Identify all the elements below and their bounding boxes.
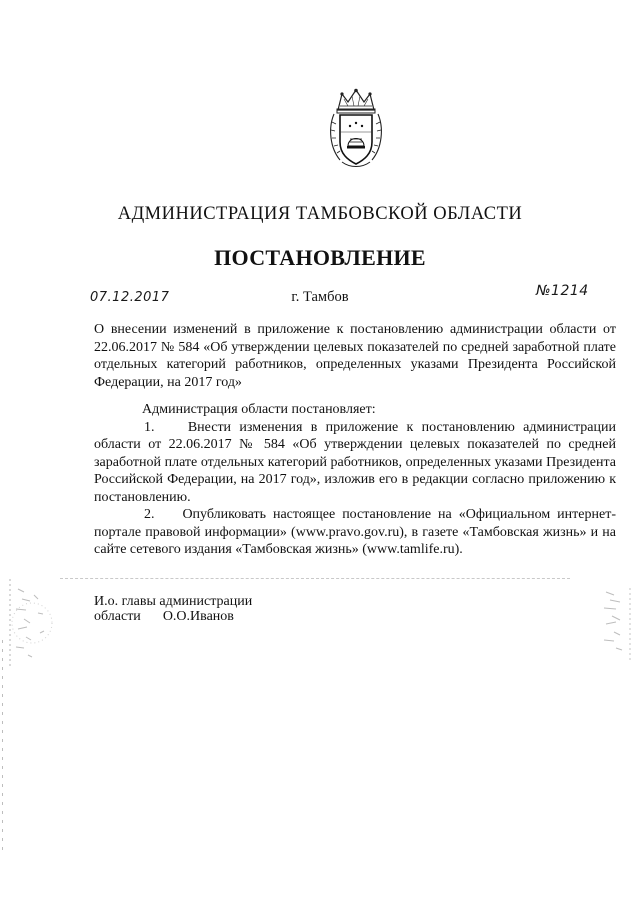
- signer-region: области: [94, 609, 141, 624]
- scan-edge-artifact: [2, 640, 3, 850]
- handwritten-number: №1214: [536, 283, 589, 299]
- signature-block: [94, 594, 252, 624]
- body-item-1: 1. Внести изменения в приложение к постановлению администрации области от 22.06.2017 № 584 «Об утверждении целевых показателей по средней заработной плате отдельных категорий работников, определенных указами Президента Российской Федерации, на 2017 год», изложив его в редакции согласно приложению к постановлению.: [94, 419, 616, 505]
- signer-position: И.о. главы администрации: [94, 594, 253, 609]
- signer-position-line2-row: [94, 609, 252, 624]
- handwritten-date: 07.12.2017: [90, 290, 170, 305]
- document-body: [94, 401, 616, 559]
- faded-stamp-left: [4, 575, 60, 670]
- body-item-2: 2. Опубликовать настоящее постановление на «Официальном интернет-портале правовой информации» (www.pravo.gov.ru), в газете «Тамбовская жизнь» и на сайте сетевого издания «Тамбовская жизнь» (www.tamlife.ru).: [94, 507, 616, 557]
- signer-name: О.О.Иванов: [162, 609, 234, 624]
- organization-title: АДМИНИСТРАЦИЯ ТАМБОВСКОЙ ОБЛАСТИ: [117, 204, 523, 224]
- scan-artifact-line: [60, 578, 570, 580]
- document-type-title: ПОСТАНОВЛЕНИЕ: [214, 245, 426, 270]
- faded-stamp-right: [596, 584, 636, 664]
- city-label: г. Тамбов: [291, 289, 349, 305]
- body-intro: Администрация области постановляет:: [142, 402, 376, 417]
- tambov-coat-of-arms-icon: [326, 88, 386, 170]
- document-subject: О внесении изменений в приложение к постановлению администрации области от 22.06.2017 № 584 «Об утверждении целевых показателей по средней заработной плате отдельных категорий работников, определенных указами Президента Российской Федерации, на 2017 год»: [94, 322, 616, 390]
